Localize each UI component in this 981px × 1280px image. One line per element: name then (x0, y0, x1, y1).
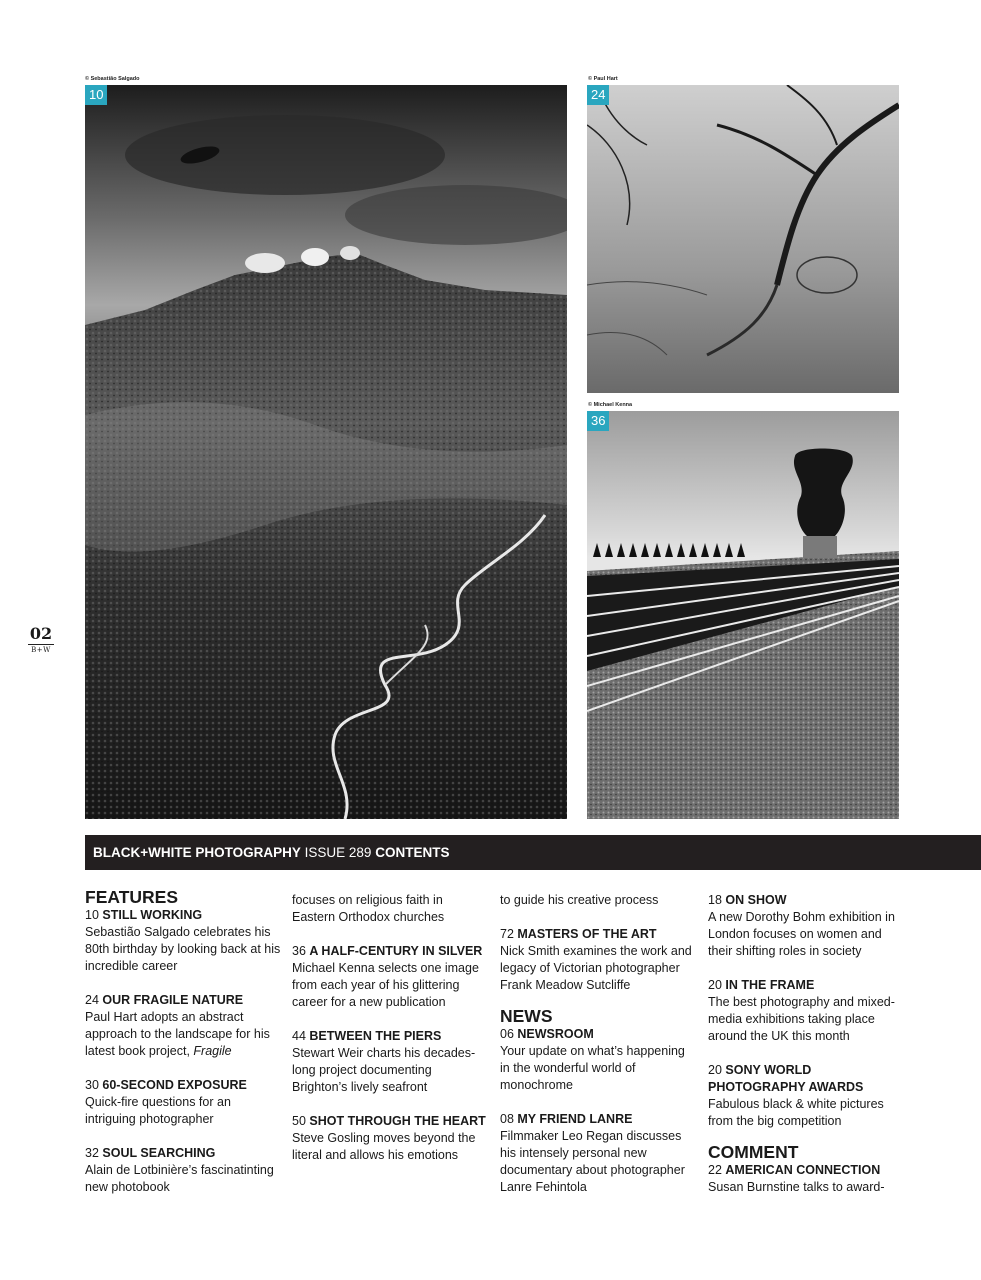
contents-column-4 (708, 892, 900, 1196)
entry-page: 06 (500, 1027, 514, 1041)
page-number-badge: 24 (587, 85, 609, 105)
contents-column-3 (500, 892, 692, 1213)
entry-title: STILL WORKING (102, 908, 203, 922)
entry-page: 10 (85, 908, 99, 922)
entry-description: Your update on what’s happening in the wonderful world of monochrome (500, 1044, 685, 1092)
entry-page: 08 (500, 1112, 514, 1126)
photo-salgado-landscape (85, 85, 567, 819)
contents-header-bar (85, 835, 981, 870)
magazine-title: BLACK+WHITE PHOTOGRAPHY (93, 845, 301, 860)
folio-page-number: 02 (29, 624, 53, 643)
contents-entry[interactable] (708, 977, 900, 1045)
contents-entry[interactable] (500, 926, 692, 994)
photo-credit-kenna: © Michael Kenna (588, 402, 633, 408)
section-heading-comment: COMMENT (708, 1142, 799, 1162)
photo-hart-tree (587, 85, 899, 393)
entry-description: Steve Gosling moves beyond the literal and allows his emotions (292, 1131, 476, 1162)
entry-page: 20 (708, 1063, 722, 1077)
entry-description: A new Dorothy Bohm exhibition in London focuses on women and their shifting roles in society (708, 910, 895, 958)
entry-description: Quick-fire questions for an intriguing photographer (85, 1095, 231, 1126)
entry-title: OUR FRAGILE NATURE (102, 993, 244, 1007)
entry-description: Stewart Weir charts his decades-long project documenting Brighton’s lively seafront (292, 1046, 476, 1094)
contents-entry-continued (500, 892, 692, 909)
entry-page: 72 (500, 927, 514, 941)
entry-description: Michael Kenna selects one image from each year of his glittering career for a new publication (292, 961, 479, 1009)
entry-title: SONY WORLD PHOTOGRAPHY AWARDS (708, 1063, 864, 1094)
page-number-badge: 10 (85, 85, 107, 105)
entry-title: AMERICAN CONNECTION (725, 1163, 881, 1177)
page-number-badge: 36 (587, 411, 609, 431)
entry-description: Fabulous black & white pictures from the big competition (708, 1097, 884, 1128)
entry-title: A HALF-CENTURY IN SILVER (309, 944, 483, 958)
contents-entry[interactable] (292, 1113, 488, 1164)
entry-description: Nick Smith examines the work and legacy of Victorian photographer Frank Meadow Sutcliffe (500, 944, 692, 992)
photo-credit-hart: © Paul Hart (588, 76, 618, 82)
contents-entry[interactable] (708, 1062, 900, 1130)
entry-description: The best photography and mixed-media exhibitions taking place around the UK this month (708, 995, 895, 1043)
issue-number: ISSUE 289 (304, 845, 372, 860)
section-heading-news: NEWS (500, 1006, 553, 1026)
page-folio (28, 624, 54, 654)
entry-title: NEWSROOM (517, 1027, 594, 1041)
contents-entry[interactable] (500, 1111, 692, 1196)
contents-column-1 (85, 888, 281, 1213)
entry-title: SOUL SEARCHING (102, 1146, 216, 1160)
contents-entry[interactable] (85, 907, 281, 975)
entry-title: MY FRIEND LANRE (517, 1112, 633, 1126)
entry-page: 24 (85, 993, 99, 1007)
entry-page: 18 (708, 893, 722, 907)
entry-description: to guide his creative process (500, 893, 659, 907)
photo-credit-salgado: © Sebastião Salgado (85, 76, 140, 82)
contents-entry[interactable] (85, 1077, 281, 1128)
contents-label: CONTENTS (375, 845, 450, 860)
entry-page: 30 (85, 1078, 99, 1092)
entry-title: 60-SECOND EXPOSURE (102, 1078, 247, 1092)
entry-page: 32 (85, 1146, 99, 1160)
contents-entry[interactable] (292, 943, 488, 1011)
entry-description: Sebastião Salgado celebrates his 80th birthday by looking back at his incredible career (85, 925, 281, 973)
entry-page: 22 (708, 1163, 722, 1177)
steps-image (587, 411, 899, 819)
tree-image (587, 85, 899, 393)
entry-title: IN THE FRAME (725, 978, 815, 992)
landscape-image (85, 85, 567, 819)
contents-entry[interactable] (85, 992, 281, 1060)
contents-entry[interactable] (500, 1026, 692, 1094)
contents-entry[interactable] (85, 1145, 281, 1196)
entry-description: Filmmaker Leo Regan discusses his intensely personal new documentary about photographer Lanre Fehintola (500, 1129, 685, 1194)
contents-column-2 (292, 892, 488, 1181)
folio-magazine-mark: B+W (31, 646, 51, 654)
entry-page: 44 (292, 1029, 306, 1043)
entry-title: BETWEEN THE PIERS (309, 1029, 442, 1043)
entry-book-title: Fragile (193, 1044, 232, 1058)
entry-title: SHOT THROUGH THE HEART (309, 1114, 486, 1128)
entry-title: MASTERS OF THE ART (517, 927, 657, 941)
entry-page: 20 (708, 978, 722, 992)
contents-entry[interactable] (708, 1162, 900, 1196)
contents-entry-continued (292, 892, 488, 926)
entry-page: 36 (292, 944, 306, 958)
entry-title: ON SHOW (725, 893, 787, 907)
entry-page: 50 (292, 1114, 306, 1128)
entry-description: Susan Burnstine talks to award- (708, 1180, 885, 1194)
entry-description: Alain de Lotbinière’s fascinatinting new photobook (85, 1163, 274, 1194)
entry-description: focuses on religious faith in Eastern Orthodox churches (292, 893, 445, 924)
section-heading-features: FEATURES (85, 887, 179, 907)
contents-entry[interactable] (292, 1028, 488, 1096)
entry-description: Paul Hart adopts an abstract approach to the landscape for his latest book project, (85, 1010, 270, 1058)
photo-kenna-steps (587, 411, 899, 819)
contents-entry[interactable] (708, 892, 900, 960)
